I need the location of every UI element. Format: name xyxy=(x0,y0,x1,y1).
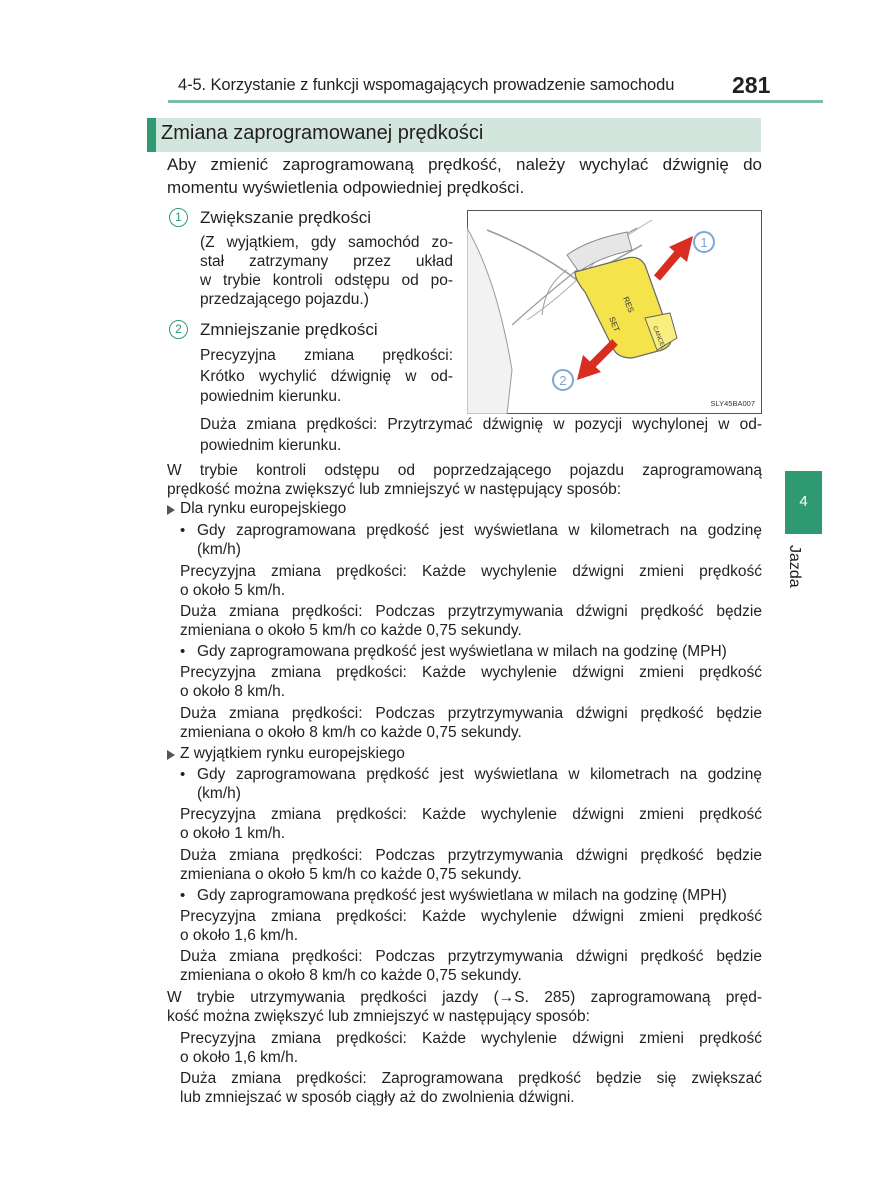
item-1-label: Zwiększanie prędkości xyxy=(200,208,372,227)
non-eu-kmh-large-2: zmieniana o około 5 km/h co każde 0,75 sekundy. xyxy=(180,866,522,883)
cruise-lever-illustration xyxy=(467,210,762,414)
non-eu-mph-large-2: zmieniana o około 8 km/h co każde 0,75 sekundy. xyxy=(180,967,522,984)
chapter-tab-number: 4 xyxy=(799,493,808,510)
non-eu-mph-fine-1: Precyzyjna zmiana prędkości: Każde wychylenie dźwigni zmieni prędkość xyxy=(180,908,762,925)
page-number: 281 xyxy=(732,72,771,98)
eu-kmh-fine-1: Precyzyjna zmiana prędkości: Każde wychylenie dźwigni zmieni prędkość xyxy=(180,563,762,580)
speed-mode-intro-1: W trybie utrzymywania prędkości jazdy (→S. 285) zaprogramowaną pręd- xyxy=(167,989,762,1006)
item-1-number-icon: 1 xyxy=(169,208,188,227)
item-1-note-3: w trybie kontroli odstępu od po- xyxy=(200,272,453,289)
lever-label-set: SET xyxy=(607,315,622,334)
non-eu-kmh-fine-1: Precyzyjna zmiana prędkości: Każde wychylenie dźwigni zmieni prędkość xyxy=(180,806,762,823)
header-rule xyxy=(168,100,823,103)
speed-mode-large-1: Duża zmiana prędkości: Zaprogramowana prędkość będzie się zwiększać xyxy=(180,1070,762,1087)
bullet-icon: • xyxy=(180,522,186,539)
eu-mph-fine-1: Precyzyjna zmiana prędkości: Każde wychylenie dźwigni zmieni prędkość xyxy=(180,664,762,681)
eu-kmh-large-2: zmieniana o około 5 km/h co każde 0,75 sekundy. xyxy=(180,622,522,639)
speed-mode-fine-1: Precyzyjna zmiana prędkości: Każde wychylenie dźwigni zmieni prędkość xyxy=(180,1030,762,1047)
eu-kmh-bullet-1: Gdy zaprogramowana prędkość jest wyświetlana w kilometrach na godzinę xyxy=(197,522,762,539)
intro-line-1: Aby zmienić zaprogramowaną prędkość, należy wychylać dźwignię do xyxy=(167,155,762,174)
speed-mode-large-2: lub zmniejszać w sposób ciągły aż do zwolnienia dźwigni. xyxy=(180,1089,575,1106)
callout-1-label: 1 xyxy=(700,235,708,250)
eu-mph-fine-2: o około 8 km/h. xyxy=(180,683,286,700)
bullet-icon: • xyxy=(180,766,186,783)
distance-intro-2: prędkość można zwiększyć lub zmniejszyć w następujący sposób: xyxy=(167,481,621,498)
section-title-accent xyxy=(147,118,156,152)
eu-kmh-bullet-2: (km/h) xyxy=(197,541,241,558)
section-title-bar xyxy=(147,118,761,152)
item-2-note-3: powiednim kierunku. xyxy=(200,388,342,405)
lever-label-res: RES xyxy=(621,295,636,315)
section-title: Zmiana zaprogramowanej prędkości xyxy=(161,122,484,144)
figure-code: SLY45BA007 xyxy=(710,399,755,408)
lever-label-cancel: CANCEL xyxy=(651,325,666,351)
chapter-tab-label: Jazda xyxy=(786,545,803,588)
item-2-large-1: Duża zmiana prędkości: Przytrzymać dźwignię w pozycji wychylonej w od- xyxy=(200,416,762,433)
eu-heading: Dla rynku europejskiego xyxy=(180,500,347,517)
eu-triangle-icon xyxy=(167,505,175,515)
item-1-note-2: stał zatrzymany przez układ xyxy=(200,253,453,270)
intro-line-2: momentu wyświetlenia odpowiedniej prędkości. xyxy=(167,178,525,197)
eu-mph-large-1: Duża zmiana prędkości: Podczas przytrzymywania dźwigni prędkość będzie xyxy=(180,705,762,722)
non-eu-kmh-fine-2: o około 1 km/h. xyxy=(180,825,286,842)
non-eu-mph-fine-2: o około 1,6 km/h. xyxy=(180,927,299,944)
bullet-icon: • xyxy=(180,887,186,904)
non-eu-kmh-bullet-1: Gdy zaprogramowana prędkość jest wyświetlana w kilometrach na godzinę xyxy=(197,766,762,783)
bullet-icon: • xyxy=(180,643,186,660)
callout-2-label: 2 xyxy=(559,373,567,388)
item-2-label: Zmniejszanie prędkości xyxy=(200,320,378,339)
non-eu-heading: Z wyjątkiem rynku europejskiego xyxy=(180,745,405,762)
item-1-note-4: przedzającego pojazdu.) xyxy=(200,291,369,308)
eu-kmh-large-1: Duża zmiana prędkości: Podczas przytrzymywania dźwigni prędkość będzie xyxy=(180,603,762,620)
chapter-tab[interactable] xyxy=(785,471,822,534)
non-eu-triangle-icon xyxy=(167,750,175,760)
item-2-large-2: powiednim kierunku. xyxy=(200,437,342,454)
item-2-note-1: Precyzyjna zmiana prędkości: xyxy=(200,347,453,364)
non-eu-kmh-large-1: Duża zmiana prędkości: Podczas przytrzymywania dźwigni prędkość będzie xyxy=(180,847,762,864)
item-2-note-2: Krótko wychylić dźwignię w od- xyxy=(200,368,453,385)
eu-mph-large-2: zmieniana o około 8 km/h co każde 0,75 sekundy. xyxy=(180,724,522,741)
speed-mode-intro-2: kość można zwiększyć lub zmniejszyć w następujący sposób: xyxy=(167,1008,590,1025)
eu-mph-bullet: Gdy zaprogramowana prędkość jest wyświetlana w milach na godzinę (MPH) xyxy=(197,643,727,660)
non-eu-mph-large-1: Duża zmiana prędkości: Podczas przytrzymywania dźwigni prędkość będzie xyxy=(180,948,762,965)
eu-kmh-fine-2: o około 5 km/h. xyxy=(180,582,286,599)
non-eu-kmh-bullet-2: (km/h) xyxy=(197,785,241,802)
item-2-number-icon: 2 xyxy=(169,320,188,339)
distance-intro-1: W trybie kontroli odstępu od poprzedzającego pojazdu zaprogramowaną xyxy=(167,462,762,479)
speed-mode-fine-2: o około 1,6 km/h. xyxy=(180,1049,299,1066)
non-eu-mph-bullet: Gdy zaprogramowana prędkość jest wyświetlana w milach na godzinę (MPH) xyxy=(197,887,727,904)
chapter-title: 4-5. Korzystanie z funkcji wspomagających prowadzenie samochodu xyxy=(178,76,675,94)
item-1-note-1: (Z wyjątkiem, gdy samochód zo- xyxy=(200,234,453,251)
